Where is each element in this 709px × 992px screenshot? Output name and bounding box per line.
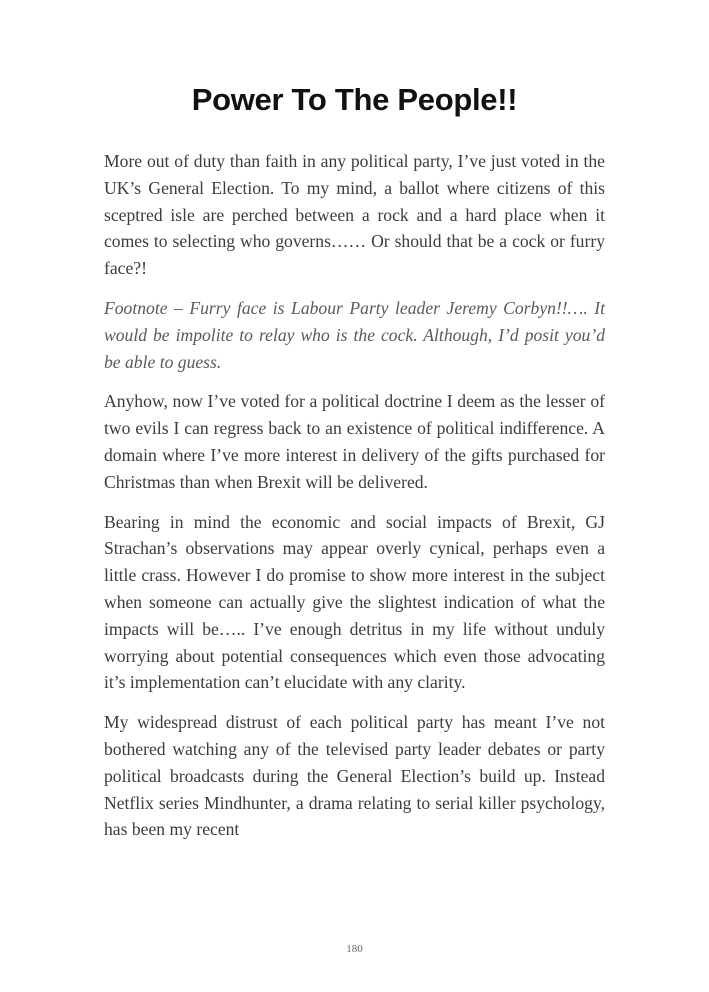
- paragraph-distrust: My widespread distrust of each political party has meant I’ve not bothered watching any of the televised party leader debates or party political broadcasts during the General Election’s build up. Instead Netflix series Mindhunter, a drama relating to serial killer psychology, has been my recent: [104, 712, 605, 840]
- paragraph-footnote: Footnote – Furry face is Labour Party leader Jeremy Corbyn!!…. It would be impolite to relay who is the cock. Although, I’d posit you’d be able to guess.: [104, 297, 605, 372]
- paragraph-indifference: Anyhow, now I’ve voted for a political doctrine I deem as the lesser of two evils I can regress back to an existence of political indifference. A domain where I’ve more interest in delivery of the gifts purchased for Christmas than when Brexit will be delivered.: [104, 391, 605, 492]
- page-title: Power To The People!!: [191, 82, 518, 117]
- paragraph-brexit: Bearing in mind the economic and social impacts of Brexit, GJ Strachan’s observations may appear overly cynical, perhaps even a little crass. However I do promise to show more interest in the subject when someone can actually give the slightest indication of what the impacts will be….. I’ve enough detritus in my life without unduly worrying about potential consequences which even those advocating it’s implementation can’t elucidate with any clarity.: [104, 511, 605, 693]
- body-text: [104, 148, 605, 856]
- page-number: 180: [346, 943, 363, 955]
- paragraph-intro: More out of duty than faith in any political party, I’ve just voted in the UK’s General Election. To my mind, a ballot where citizens of this sceptred isle are perched between a rock and a hard place when it comes to selecting who governs…… Or should that be a cock or furry face?!: [104, 151, 605, 279]
